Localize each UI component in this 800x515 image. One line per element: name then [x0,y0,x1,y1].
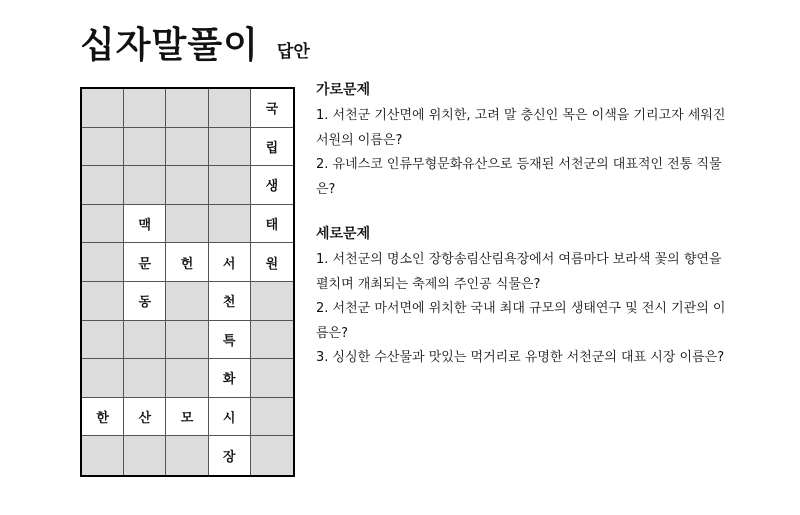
grid-cell: 생 [251,166,293,205]
grid-cell [124,89,166,128]
down-title: 세로문제 [316,226,371,242]
grid-cell: 화 [209,359,251,398]
grid-cell [82,282,124,321]
grid-cell: 국 [251,89,293,128]
grid-cell [166,359,208,398]
grid-cell [251,359,293,398]
across-clue-1: 1. 서천군 기산면에 위치한, 고려 말 충신인 목은 이색을 기리고자 세워진 서원의 이름은? [316,108,726,148]
grid-cell [82,205,124,244]
grid-cell: 장 [209,436,251,475]
grid-cell [124,166,166,205]
grid-cell [82,128,124,167]
crossword-grid [80,87,295,477]
grid-cell: 립 [251,128,293,167]
grid-cell: 한 [82,398,124,437]
grid-cell [166,89,208,128]
grid-cell [251,436,293,475]
page-subtitle: 답안 [276,42,310,62]
grid-cell: 헌 [166,243,208,282]
grid-cell [82,89,124,128]
grid-cell: 태 [251,205,293,244]
grid-cell [209,205,251,244]
grid-cell [209,89,251,128]
grid-cell: 서 [209,243,251,282]
grid-cell [166,436,208,475]
grid-cell [82,436,124,475]
grid-cell [82,321,124,360]
grid-cell [209,166,251,205]
grid-cell: 맥 [124,205,166,244]
grid-cell: 특 [209,321,251,360]
grid-cell: 원 [251,243,293,282]
grid-cell [82,243,124,282]
grid-cell [166,205,208,244]
grid-cell [166,282,208,321]
grid-cell [124,128,166,167]
grid-cell: 문 [124,243,166,282]
down-clue-2: 2. 서천군 마서면에 위치한 국내 최대 규모의 생태연구 및 전시 기관의 이름은? [316,301,726,341]
grid-cell [82,166,124,205]
clues-panel [316,80,726,371]
grid-cell: 천 [209,282,251,321]
grid-cell: 시 [209,398,251,437]
grid-cell [124,359,166,398]
page-title: 십자말풀이 [80,25,259,66]
grid-cell [124,436,166,475]
grid-cell [251,282,293,321]
grid-cell: 동 [124,282,166,321]
down-clue-3: 3. 싱싱한 수산물과 맛있는 먹거리로 유명한 서천군의 대표 시장 이름은? [316,350,725,365]
across-title: 가로문제 [316,82,371,98]
grid-cell [251,321,293,360]
grid-cell: 산 [124,398,166,437]
down-clue-1: 1. 서천군의 명소인 장항송림산림욕장에서 여름마다 보라색 꽃의 향연을 펼치며 개최되는 축제의 주인공 식물은? [316,252,722,292]
grid-cell [82,359,124,398]
grid-cell [251,398,293,437]
grid-cell [209,128,251,167]
grid-cell [166,321,208,360]
across-clue-2: 2. 유네스코 인류무형문화유산으로 등재된 서천군의 대표적인 전통 직물은? [316,157,722,197]
grid-cell [166,166,208,205]
grid-cell [166,128,208,167]
grid-cell [124,321,166,360]
title-area [80,22,310,70]
grid-cell: 모 [166,398,208,437]
